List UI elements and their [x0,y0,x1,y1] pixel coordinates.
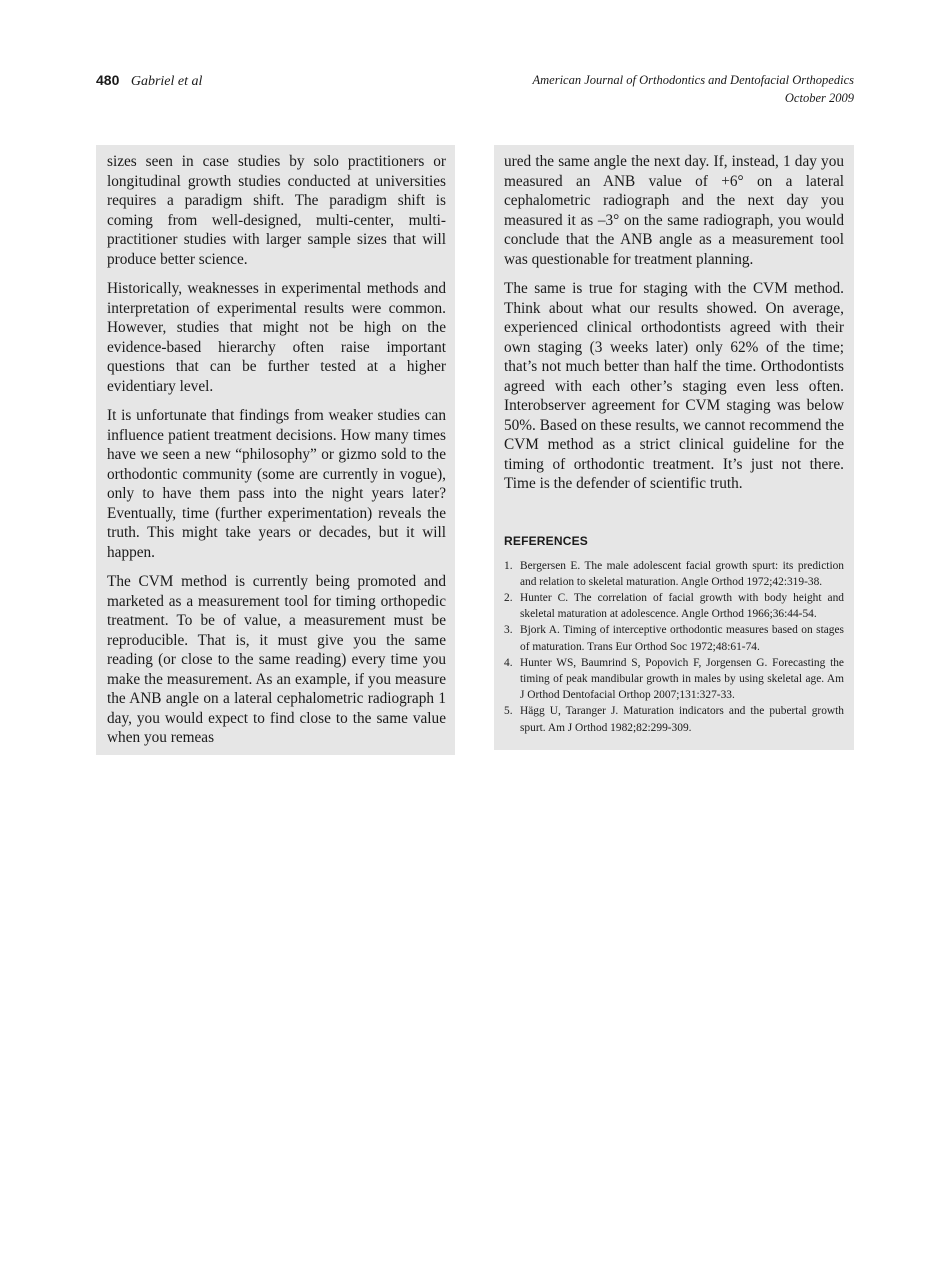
reference-text: Hunter C. The correlation of facial growth with body height and skeletal maturation at adolescence. Angle Orthod 1966;36:44-54. [520,591,844,621]
running-author: Gabriel et al [130,74,203,89]
reference-item [504,558,844,590]
reference-item [504,703,844,735]
left-column-box [96,145,455,755]
body-paragraph: It is unfortunate that findings from weaker studies can influence patient treatment decisions. How many times have we seen a new “philosophy” or gizmo sold to the orthodontic community (some are currently in vogue), only to have them pass into the night years later? Eventually, time (further experimentation) reveals the truth. This might take years or decades, but it will happen. [107,407,446,561]
reference-text: Bergersen E. The male adolescent facial growth spurt: its prediction and relation to skeletal maturation. Angle Orthod 1972;42:319-38. [520,559,844,588]
reference-item [504,590,844,622]
references-heading: REFERENCES [504,533,589,548]
body-paragraph: sizes seen in case studies by solo practitioners or longitudinal growth studies conducted at universities requires a paradigm shift. The paradigm shift is coming from well-designed, multi-center, multipractitioner studies with larger sample sizes that will produce better science. [107,153,446,268]
reference-number: 4. [504,656,513,669]
reference-item [504,622,844,654]
reference-number: 3. [504,624,513,637]
right-column-box [494,145,854,750]
reference-text: Bjork A. Timing of interceptive orthodontic measures based on stages of maturation. Trans Eur Orthod Soc 1972;48:61-74. [520,624,844,653]
reference-number: 5. [504,705,513,718]
issue-date: October 2009 [784,91,854,105]
running-header-right [533,71,855,107]
page-number: 480 [96,72,120,88]
journal-title: American Journal of Orthodontics and Dentofacial Orthopedics [532,73,854,87]
reference-list [504,558,844,736]
running-header-left [96,71,202,91]
reference-number: 1. [504,559,513,572]
reference-text: Hunter WS, Baumrind S, Popovich F, Jorgensen G. Forecasting the timing of peak mandibular growth in males by using skeletal age. Am J Orthod Dentofacial Orthop 2007;131:327-33. [520,656,844,702]
reference-text: Hägg U, Taranger J. Maturation indicators and the pubertal growth spurt. Am J Orthod 1982;82:299-309. [520,705,844,734]
reference-item [504,655,844,704]
body-paragraph: The CVM method is currently being promoted and marketed as a measurement tool for timing orthopedic treatment. To be of value, a measurement must be reproducible. That is, it must give you the same reading (or close to the same reading) every time you make the measurement. As an example, if you measure the ANB angle on a lateral cephalometric radiograph 1 day, you would expect to find close to the same value when you remeas [107,573,446,746]
body-paragraph: The same is true for staging with the CVM method. Think about what our results showed. On average, experienced clinical orthodontists agreed with their own staging (3 weeks later) only 62% of the time; that’s not much better than half the time. Orthodontists agreed with each other’s staging even less often. Interobserver agreement for CVM staging was below 50%. Based on these results, we cannot recommend the CVM method as a strict clinical guideline for the timing of orthodontic treatment. It’s just not there. Time is the defender of scientific truth. [504,280,844,492]
body-paragraph: ured the same angle the next day. If, instead, 1 day you measured an ANB value of +6° on a lateral cephalometric radiograph and the next day you measured it as –3° on the same radiograph, you would conclude that the ANB angle as a measurement tool was questionable for treatment planning. [504,153,844,268]
reference-number: 2. [504,591,513,604]
body-paragraph: Historically, weaknesses in experimental methods and interpretation of experimental results were common. However, studies that might not be high on the evidence-based hierarchy often raise important questions that can be further tested at a higher evidentiary level. [107,280,446,395]
